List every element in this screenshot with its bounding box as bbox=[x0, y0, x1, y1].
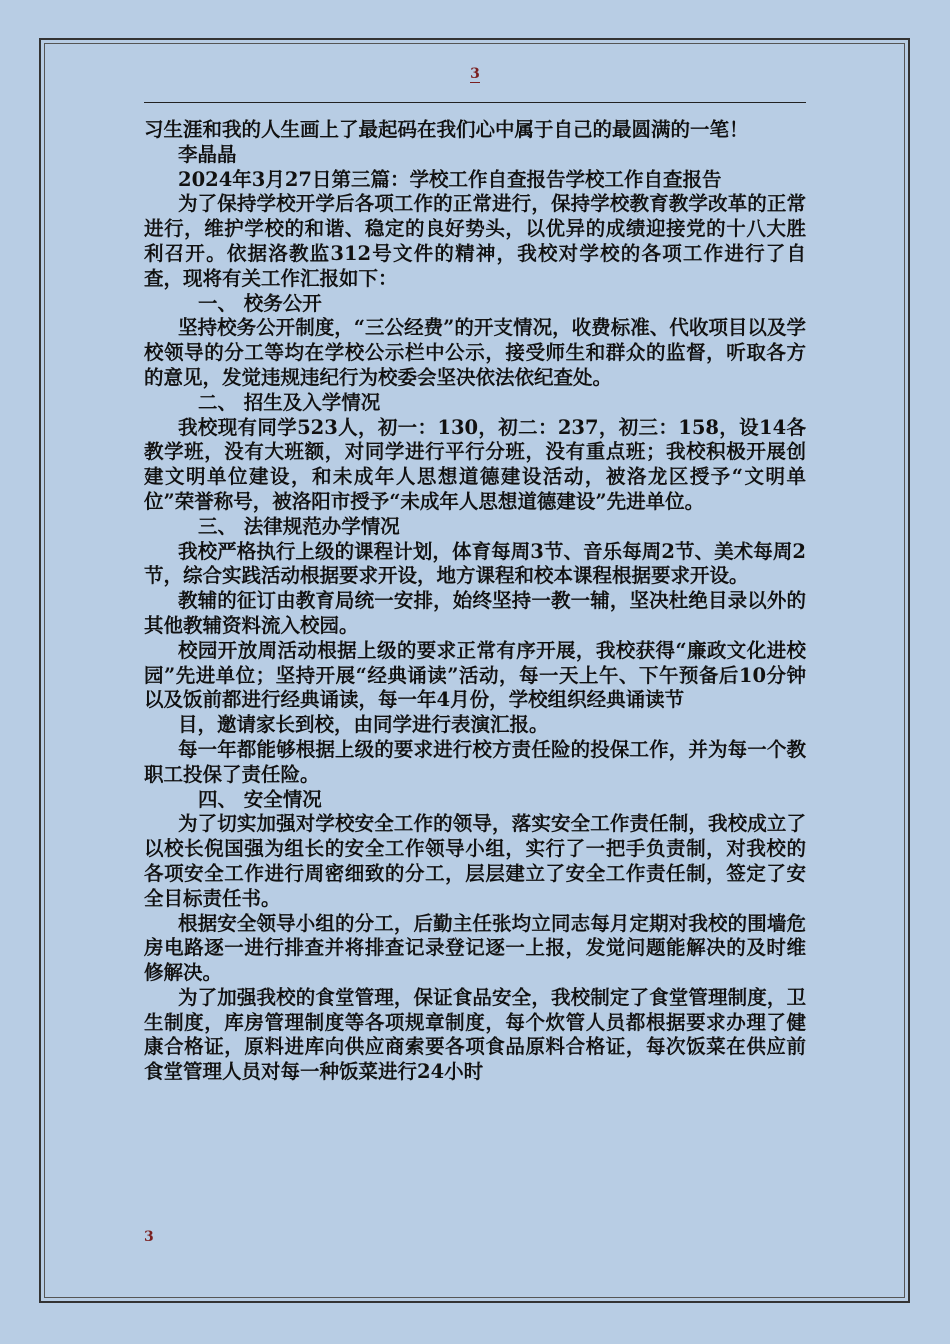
header-page-number bbox=[0, 66, 950, 82]
section-heading: 一、 校务公开 bbox=[198, 291, 322, 315]
paragraph: 习生涯和我的人生画上了最起码在我们心中属于自己的最圆满的一笔！ bbox=[144, 118, 749, 141]
section-heading: 四、 安全情况 bbox=[198, 787, 322, 811]
paragraph: 为了切实加强对学校安全工作的领导，落实安全工作责任制，我校成立了以校长倪国强为组长的安全工作领导小组，实行了一把手负责制，对我校的各项安全工作进行周密细致的分工，层层建立了安全工作责任制，签定了安全目标责任书。 bbox=[144, 812, 806, 910]
paragraph: 目，邀请家长到校，由同学进行表演汇报。 bbox=[178, 713, 549, 737]
section-heading: 二、 招生及入学情况 bbox=[198, 390, 381, 414]
header-page-number-text: 3 bbox=[470, 66, 480, 82]
author-line: 李晶晶 bbox=[178, 142, 237, 166]
paragraph: 坚持校务公开制度，“三公经费”的开支情况，收费标准、代收项目以及学校领导的分工等均在学校公示栏中公示，接受师生和群众的监督，听取各方的意见，发觉违规违纪行为校委会坚决依法依纪查处。 bbox=[144, 316, 806, 389]
paragraph: 我校现有同学523人，初一：130，初二：237，初三：158，设14各教学班，没有大班额，对同学进行平行分班，没有重点班；我校积极开展创建文明单位建设，和未成年人思想道德建设活动，被洛龙区授予“文明单位”荣誉称号，被洛阳市授予“未成年人思想道德建设”先进单位。 bbox=[144, 415, 806, 513]
paragraph: 我校严格执行上级的课程计划，体育每周3节、音乐每周2节、美术每周2节，综合实践活动根据要求开设，地方课程和校本课程根据要求开设。 bbox=[144, 539, 806, 588]
paragraph: 为了加强我校的食堂管理，保证食品安全，我校制定了食堂管理制度，卫生制度，库房管理制度等各项规章制度，每个炊管人员都根据要求办理了健康合格证，原料进库向供应商索要各项食品原料合格证，每次饭菜在供应前食堂管理人员对每一种饭菜进行24小时 bbox=[144, 985, 806, 1084]
section-heading: 三、 法律规范办学情况 bbox=[198, 514, 400, 538]
paragraph: 为了保持学校开学后各项工作的正常进行，保持学校教育教学改革的正常进行，维护学校的和谐、稳定的良好势头，以优异的成绩迎接党的十八大胜利召开。依据洛教监312号文件的精神，我校对学校的各项工作进行了自查，现将有关工作汇报如下： bbox=[144, 192, 806, 290]
paragraph: 教辅的征订由教育局统一安排，始终坚持一教一辅，坚决杜绝目录以外的其他教辅资料流入校园。 bbox=[144, 589, 806, 637]
footer-page-number: 3 bbox=[144, 1229, 154, 1245]
paragraph: 根据安全领导小组的分工，后勤主任张均立同志每月定期对我校的围墙危房电路逐一进行排查并将排查记录登记逐一上报，发觉问题能解决的及时维修解决。 bbox=[144, 911, 806, 985]
date-title-line: 2024年3月27日第三篇：学校工作自查报告学校工作自查报告 bbox=[178, 167, 722, 191]
document-body bbox=[144, 118, 806, 1085]
header-divider bbox=[144, 102, 806, 103]
paragraph: 校园开放周活动根据上级的要求正常有序开展，我校获得“廉政文化进校园”先进单位；坚持开展“经典诵读”活动，每一天上午、下午预备后10分钟以及饭前都进行经典诵读，每一年4月份，学校组织经典诵读节 bbox=[144, 638, 806, 712]
paragraph: 每一年都能够根据上级的要求进行校方责任险的投保工作，并为每一个教职工投保了责任险。 bbox=[144, 737, 806, 786]
